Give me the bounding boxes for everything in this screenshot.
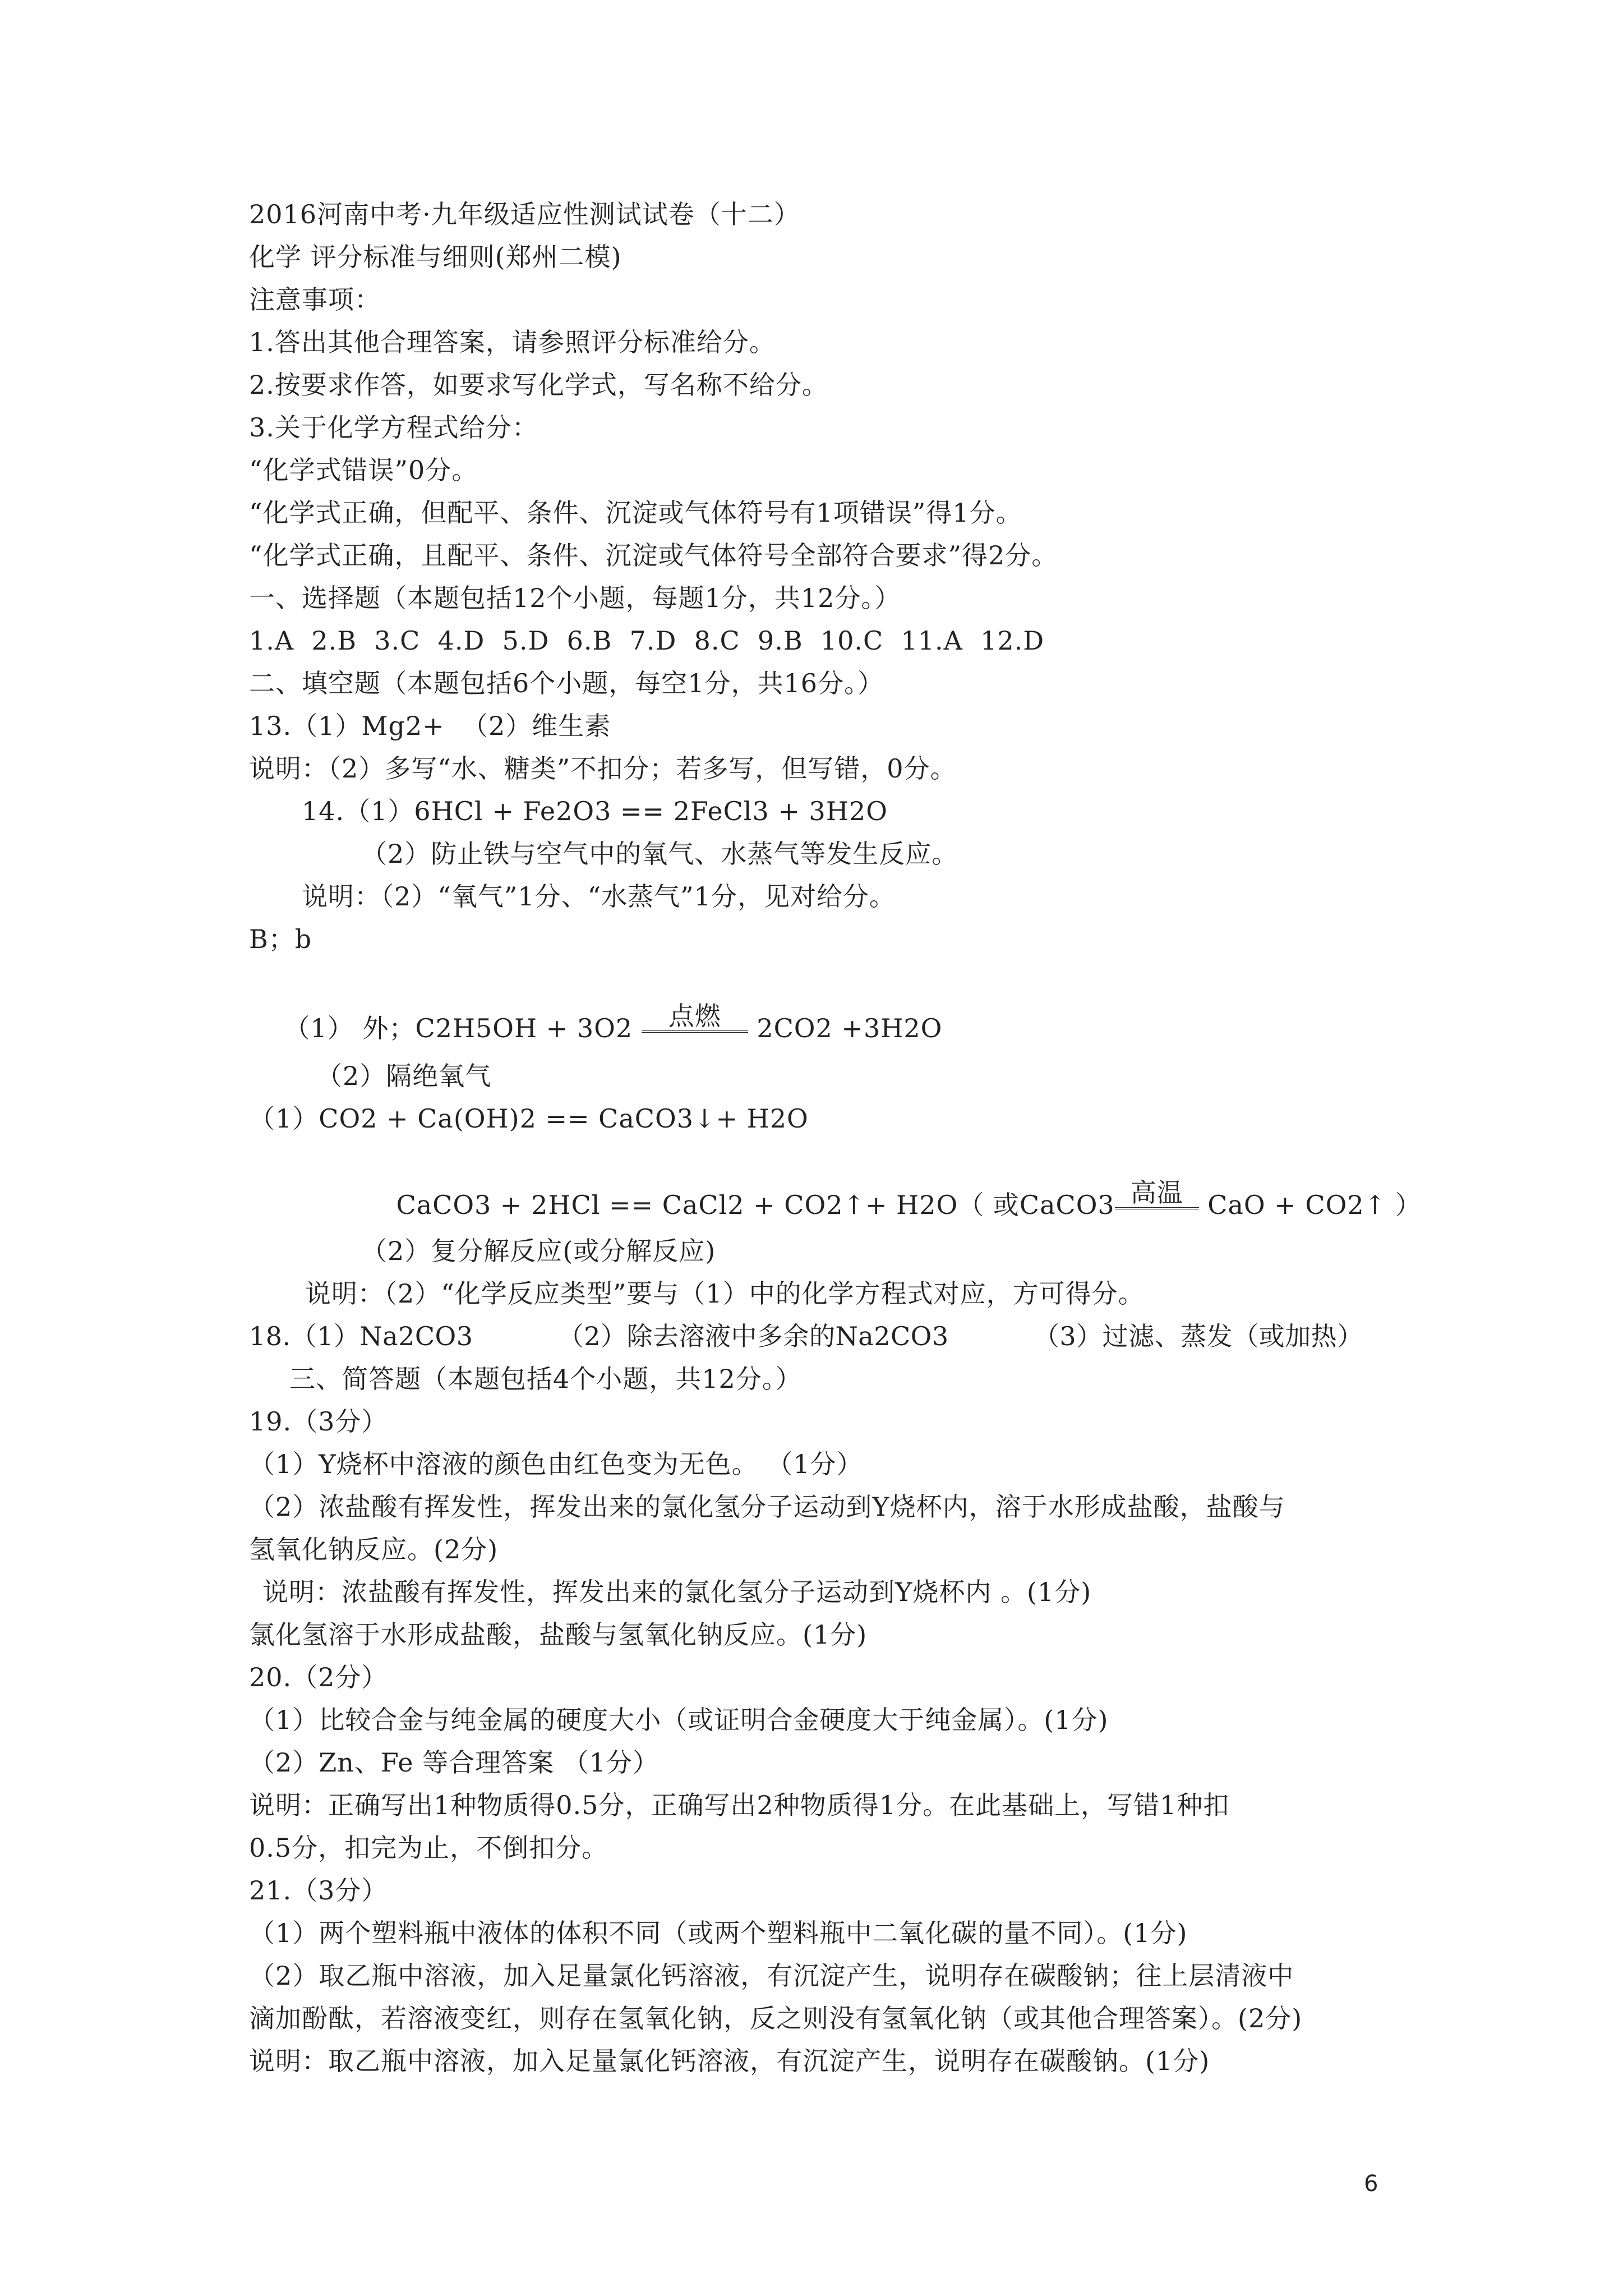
q14-answer-2: （2）防止铁与空气中的氧气、水蒸气等发生反应。 — [361, 839, 958, 869]
note-item: “化学式正确，但配平、条件、沉淀或气体符号有1项错误”得1分。 — [249, 498, 1022, 528]
reaction-condition: 点燃 — [668, 1001, 721, 1031]
q19-answer-2b: 氢氧化钠反应。(2分) — [249, 1534, 499, 1565]
q19-answer-2a: （2）浓盐酸有挥发性，挥发出来的氯化氢分子运动到Y烧杯内，溶于水形成盐酸，盐酸与 — [249, 1492, 1285, 1522]
q17-note: 说明：（2）“化学反应类型”要与（1）中的化学方程式对应，方可得分。 — [305, 1278, 1145, 1309]
note-item: 2.按要求作答，如要求写化学式，写名称不给分。 — [249, 370, 828, 400]
q20-answer-2: （2）Zn、Fe 等合理答案 （1分） — [249, 1747, 659, 1778]
note-item: “化学式错误”0分。 — [249, 455, 478, 485]
q16-equation-left: （1） 外；C2H5OH + 3O2 — [284, 1013, 642, 1043]
section1-heading: 一、选择题（本题包括12个小题，每题1分，共12分。） — [249, 583, 901, 613]
q20-heading: 20.（2分） — [249, 1662, 388, 1692]
q19-note-a: 说明：浓盐酸有挥发性，挥发出来的氯化氢分子运动到Y烧杯内 。(1分) — [262, 1577, 1092, 1607]
q14-note: 说明：（2）“氧气”1分、“水蒸气”1分，见对给分。 — [302, 881, 896, 912]
q18-answer: 18.（1）Na2CO3 （2）除去溶液中多余的Na2CO3 （3）过滤、蒸发（或加热） — [249, 1321, 1363, 1351]
page-subtitle: 化学 评分标准与细则(郑州二模) — [249, 242, 622, 272]
q17-answer-1: （1）CO2 + Ca(OH)2 == CaCO3↓+ H2O — [249, 1103, 809, 1134]
reaction-condition: 高温 — [1130, 1177, 1183, 1208]
q21-answer-2b: 滴加酚酞，若溶液变红，则存在氢氧化钠，反之则没有氢氧化钠（或其他合理答案）。(2分) — [249, 2003, 1303, 2033]
reaction-condition-arrow — [642, 1001, 748, 1045]
q21-heading: 21.（3分） — [249, 1875, 388, 1906]
q19-note-b: 氯化氢溶于水形成盐酸，盐酸与氢氧化钠反应。(1分) — [249, 1619, 868, 1650]
equation-double-line — [1115, 1207, 1199, 1212]
page-title: 2016河南中考·九年级适应性测试试卷（十二） — [249, 199, 800, 229]
note-item: 3.关于化学方程式给分： — [249, 412, 538, 443]
page-number: 6 — [1364, 2171, 1378, 2197]
q17-equation-left: CaCO3 + 2HCl == CaCl2 + CO2↑+ H2O（ 或CaCO3 — [396, 1190, 1115, 1220]
q20-answer-1: （1）比较合金与纯金属的硬度大小（或证明合金硬度大于纯金属）。(1分) — [249, 1705, 1109, 1735]
note-item: “化学式正确，且配平、条件、沉淀或气体符号全部符合要求”得2分。 — [249, 540, 1058, 570]
q21-note: 说明：取乙瓶中溶液，加入足量氯化钙溶液，有沉淀产生，说明存在碳酸钠。(1分) — [249, 2046, 1210, 2076]
q15-answer: B；b — [249, 924, 312, 954]
notes-heading: 注意事项： — [249, 284, 381, 315]
section3-heading: 三、简答题（本题包括4个小题，共12分。） — [289, 1364, 802, 1394]
q16-equation-right: 2CO2 +3H2O — [748, 1013, 943, 1043]
q13-note: 说明：（2）多写“水、糖类”不扣分；若多写，但写错，0分。 — [249, 753, 957, 784]
note-item: 1.答出其他合理答案，请参照评分标准给分。 — [249, 327, 776, 357]
section2-heading: 二、填空题（本题包括6个小题，每空1分，共16分。） — [249, 668, 884, 698]
q17-answer-2: （2）复分解反应(或分解反应) — [361, 1236, 716, 1266]
q16-answer-2: （2）隔绝氧气 — [316, 1061, 492, 1091]
equation-double-line — [642, 1030, 748, 1035]
q17-equation-right: CaO + CO2↑ ） — [1198, 1190, 1422, 1220]
q20-note-b: 0.5分，扣完为止，不倒扣分。 — [249, 1833, 608, 1863]
q19-heading: 19.（3分） — [249, 1406, 388, 1437]
q19-answer-1: （1）Y烧杯中溶液的颜色由红色变为无色。 （1分） — [249, 1449, 863, 1479]
section1-answers: 1.A 2.B 3.C 4.D 5.D 6.B 7.D 8.C 9.B 10.C 11.A 12.D — [249, 625, 1045, 656]
q20-note-a: 说明：正确写出1种物质得0.5分，正确写出2种物质得1分。在此基础上，写错1种扣 — [249, 1790, 1230, 1820]
q14-answer-1: 14.（1）6HCl + Fe2O3 == 2FeCl3 + 3H2O — [302, 796, 888, 826]
reaction-condition-arrow — [1115, 1178, 1199, 1222]
q13-answer: 13.（1）Mg2+ （2）维生素 — [249, 711, 611, 741]
q21-answer-2a: （2）取乙瓶中溶液，加入足量氯化钙溶液，有沉淀产生，说明存在碳酸钠；往上层清液中 — [249, 1961, 1294, 1991]
q21-answer-1: （1）两个塑料瓶中液体的体积不同（或两个塑料瓶中二氧化碳的量不同）。(1分) — [249, 1918, 1188, 1948]
